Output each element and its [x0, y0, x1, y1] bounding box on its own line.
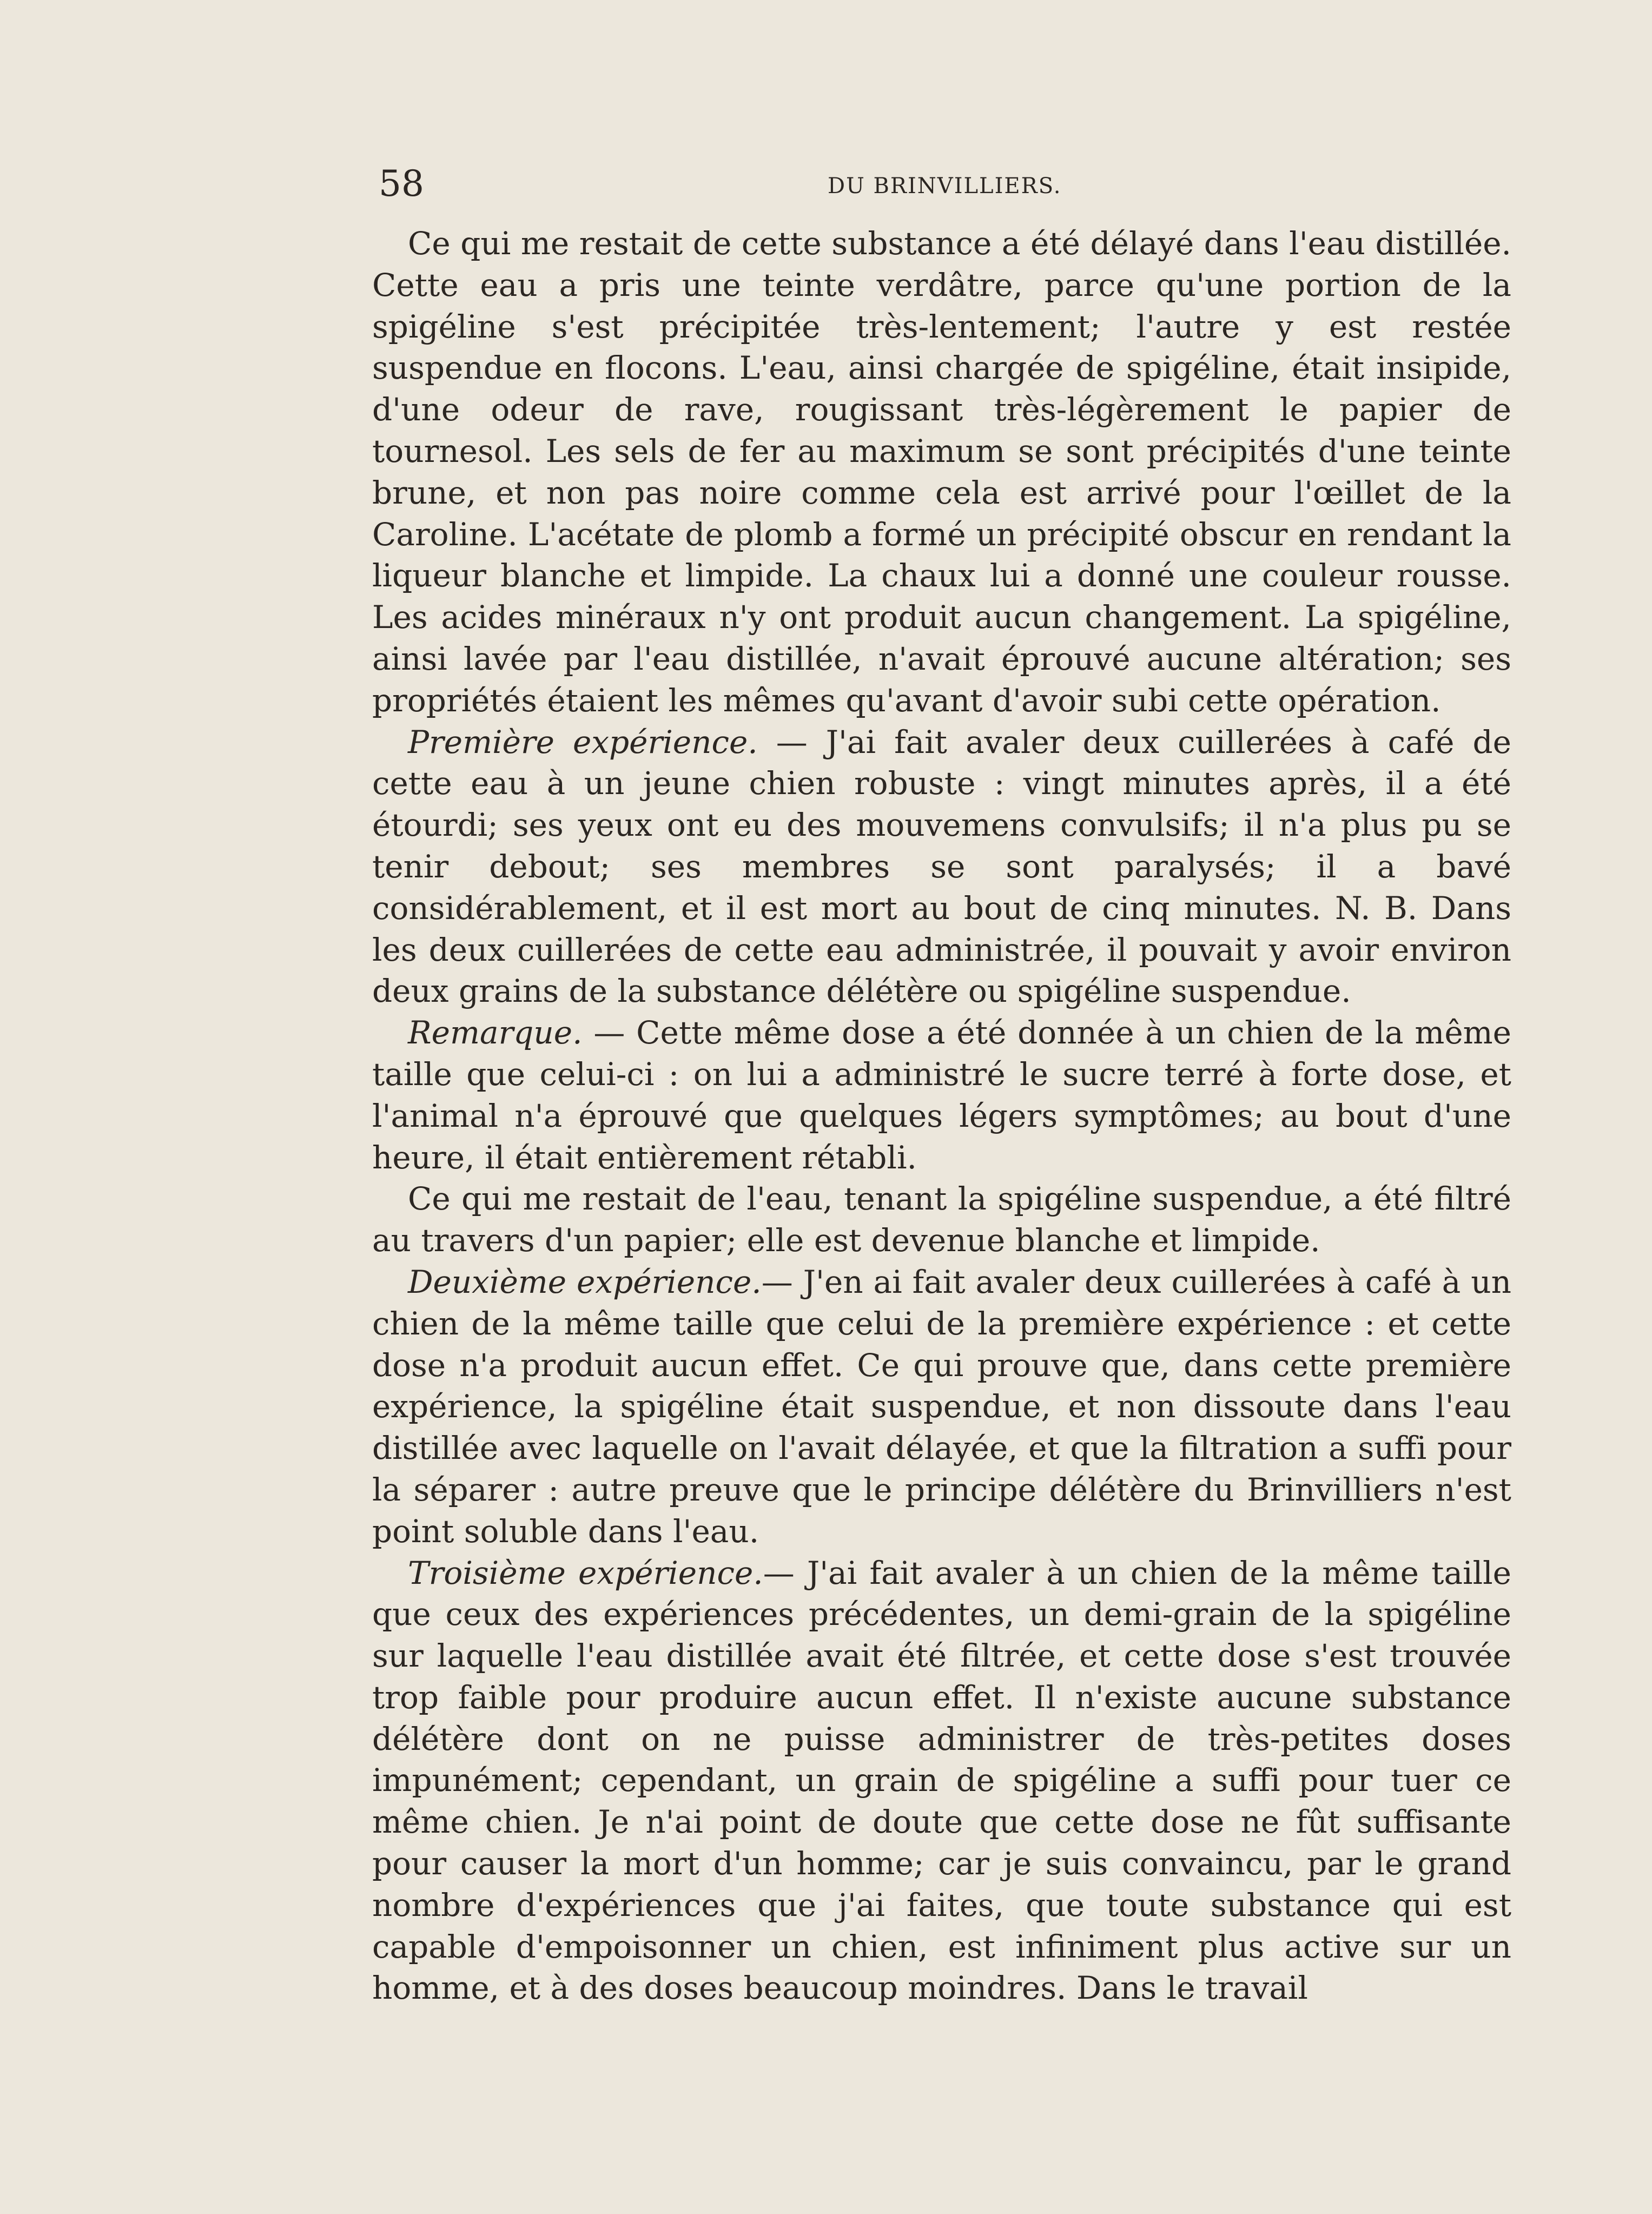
running-head: DU BRINVILLIERS.	[828, 174, 1062, 199]
paragraph-filtration	[372, 1178, 1511, 1261]
paragraph-remark	[372, 1012, 1511, 1178]
paragraph-lead: Deuxième expérience.	[408, 1263, 762, 1300]
paragraph-first-experiment	[372, 722, 1511, 1013]
paragraph-text: — J'ai fait avaler à un chien de la même taille que ceux des expériences précédentes, un demi-grain de la spigéline sur laquelle l'eau distillée avait été filtrée, et cette dose s'est trouvée trop faible pour produire aucun effet. Il n'existe aucune substance délétère dont on ne puisse administrer de très-petites doses impunément; cependant, un grain de spigéline a suffi pour tuer ce même chien. Je n'ai point de doute que cette dose ne fût suffisante pour causer la mort d'un homme; car je suis convaincu, par le grand nombre d'expériences que j'ai faites, que toute substance qui est capable d'empoisonner un chien, est infiniment plus active sur un homme, et à des doses beaucoup moindres. Dans le travail	[372, 1554, 1511, 2007]
page-number: 58	[379, 163, 424, 204]
paragraph-text: Ce qui me restait de l'eau, tenant la spigéline suspendue, a été filtré au travers d'un papier; elle est devenue blanche et limpide.	[372, 1180, 1511, 1259]
paragraph-third-experiment	[372, 1552, 1511, 2010]
paragraph-lead: Première expérience.	[408, 723, 758, 761]
paragraph-lead: Remarque.	[408, 1014, 583, 1052]
paragraph-text: — Cette même dose a été donnée à un chien de la même taille que celui-ci : on lui a administré le sucre terré à forte dose, et l'animal n'a éprouvé que quelques légers symptômes; au bout d'une heure, il était entièrement rétabli.	[372, 1014, 1511, 1176]
paragraph-description	[372, 223, 1511, 722]
paragraph-text: Ce qui me restait de cette substance a été délayé dans l'eau distillée. Cette eau a pris une teinte verdâtre, parce qu'une portion de la spigéline s'est précipitée très-lentement; l'autre y est restée suspendue en flocons. L'eau, ainsi chargée de spigéline, était insipide, d'une odeur de rave, rougissant très-légèrement le papier de tournesol. Les sels de fer au maximum se sont précipités d'une teinte brune, et non pas noire comme cela est arrivé pour l'œillet de la Caroline. L'acétate de plomb a formé un précipité obscur en rendant la liqueur blanche et limpide. La chaux lui a donné une couleur rousse. Les acides minéraux n'y ont produit aucun changement. La spigéline, ainsi lavée par l'eau distillée, n'avait éprouvé aucune altération; ses propriétés étaient les mêmes qu'avant d'avoir subi cette opération.	[372, 225, 1511, 719]
paragraph-lead: Troisième expérience.	[408, 1554, 763, 1591]
page-body	[372, 223, 1512, 2007]
page-header	[373, 162, 1520, 206]
paragraph-text: — J'ai fait avaler deux cuillerées à café de cette eau à un jeune chien robuste : vingt minutes après, il a été étourdi; ses yeux ont eu des mouvemens convulsifs; il n'a plus pu se tenir debout; ses membres se sont paralysés; il a bavé considérablement, et il est mort au bout de cinq minutes. N. B. Dans les deux cuillerées de cette eau administrée, il pouvait y avoir environ deux grains de la substance délétère ou spigéline suspendue.	[372, 723, 1511, 1010]
paragraph-text: — J'en ai fait avaler deux cuillerées à café à un chien de la même taille que celui de la première expérience : et cette dose n'a produit aucun effet. Ce qui prouve que, dans cette première expérience, la spigéline était suspendue, et non dissoute dans l'eau distillée avec laquelle on l'avait délayée, et que la filtration a suffi pour la séparer : autre preuve que le principe délétère du Brinvilliers n'est point soluble dans l'eau.	[372, 1263, 1512, 1550]
paragraph-second-experiment	[372, 1261, 1511, 1552]
